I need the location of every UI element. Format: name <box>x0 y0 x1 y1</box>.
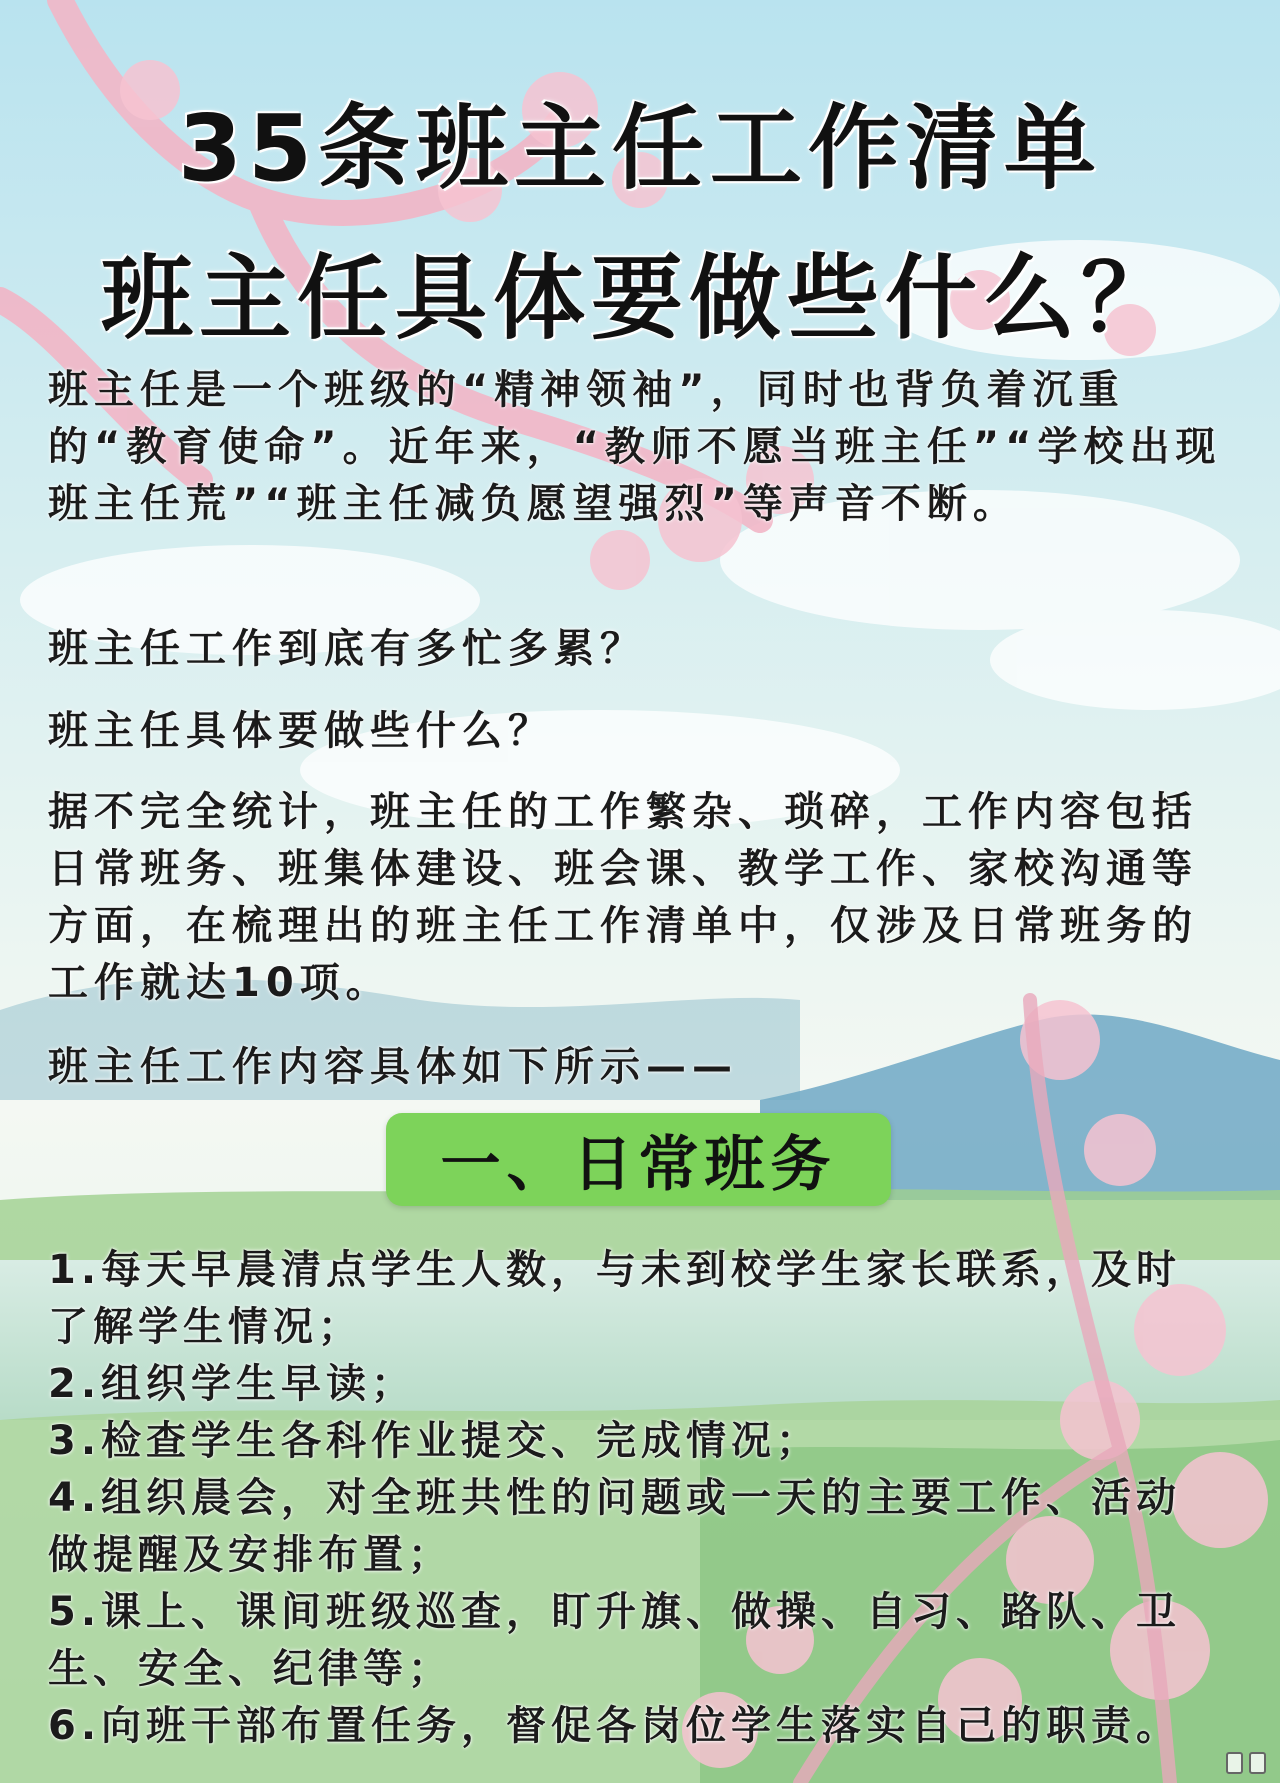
page-icon <box>1249 1752 1266 1774</box>
list-item: 3.检查学生各科作业提交、完成情况； <box>48 1418 822 1464</box>
list-item: 1.每天早晨清点学生人数，与未到校学生家长联系，及时了解学生情况； <box>48 1247 1182 1350</box>
question-workload: 班主任工作到底有多忙多累？ <box>48 626 646 672</box>
section-badge <box>386 1113 891 1206</box>
list-item: 6.向班干部布置任务，督促各岗位学生落实自己的职责。 <box>48 1703 1182 1749</box>
lead-in-text: 班主任工作内容具体如下所示—— <box>48 1044 738 1090</box>
section-title: 一、日常班务 <box>440 1129 837 1200</box>
page-title: 35条班主任工作清单 <box>177 95 1103 202</box>
stats-paragraph: 据不完全统计，班主任的工作繁杂、琐碎，工作内容包括日常班务、班集体建设、班会课、教学工作、家校沟通等方面，在梳理出的班主任工作清单中，仅涉及日常班务的工作就达10项。 <box>48 789 1198 1006</box>
list-item: 4.组织晨会，对全班共性的问题或一天的主要工作、活动做提醒及安排布置； <box>48 1475 1182 1578</box>
list-item: 5.课上、课间班级巡查，盯升旗、做操、自习、路队、卫生、安全、纪律等； <box>48 1589 1182 1692</box>
task-list <box>48 1242 1238 1755</box>
page-indicator-icon <box>1226 1752 1266 1774</box>
intro-paragraph: 班主任是一个班级的“精神领袖”，同时也背负着沉重的“教育使命”。近年来，“教师不愿当班主任”“学校出现班主任荒”“班主任减负愿望强烈”等声音不断。 <box>48 367 1222 527</box>
list-item: 2.组织学生早读； <box>48 1361 417 1407</box>
page-subtitle: 班主任具体要做些什么？ <box>100 245 1179 352</box>
question-duties: 班主任具体要做些什么？ <box>48 708 554 754</box>
page-icon <box>1226 1752 1243 1774</box>
